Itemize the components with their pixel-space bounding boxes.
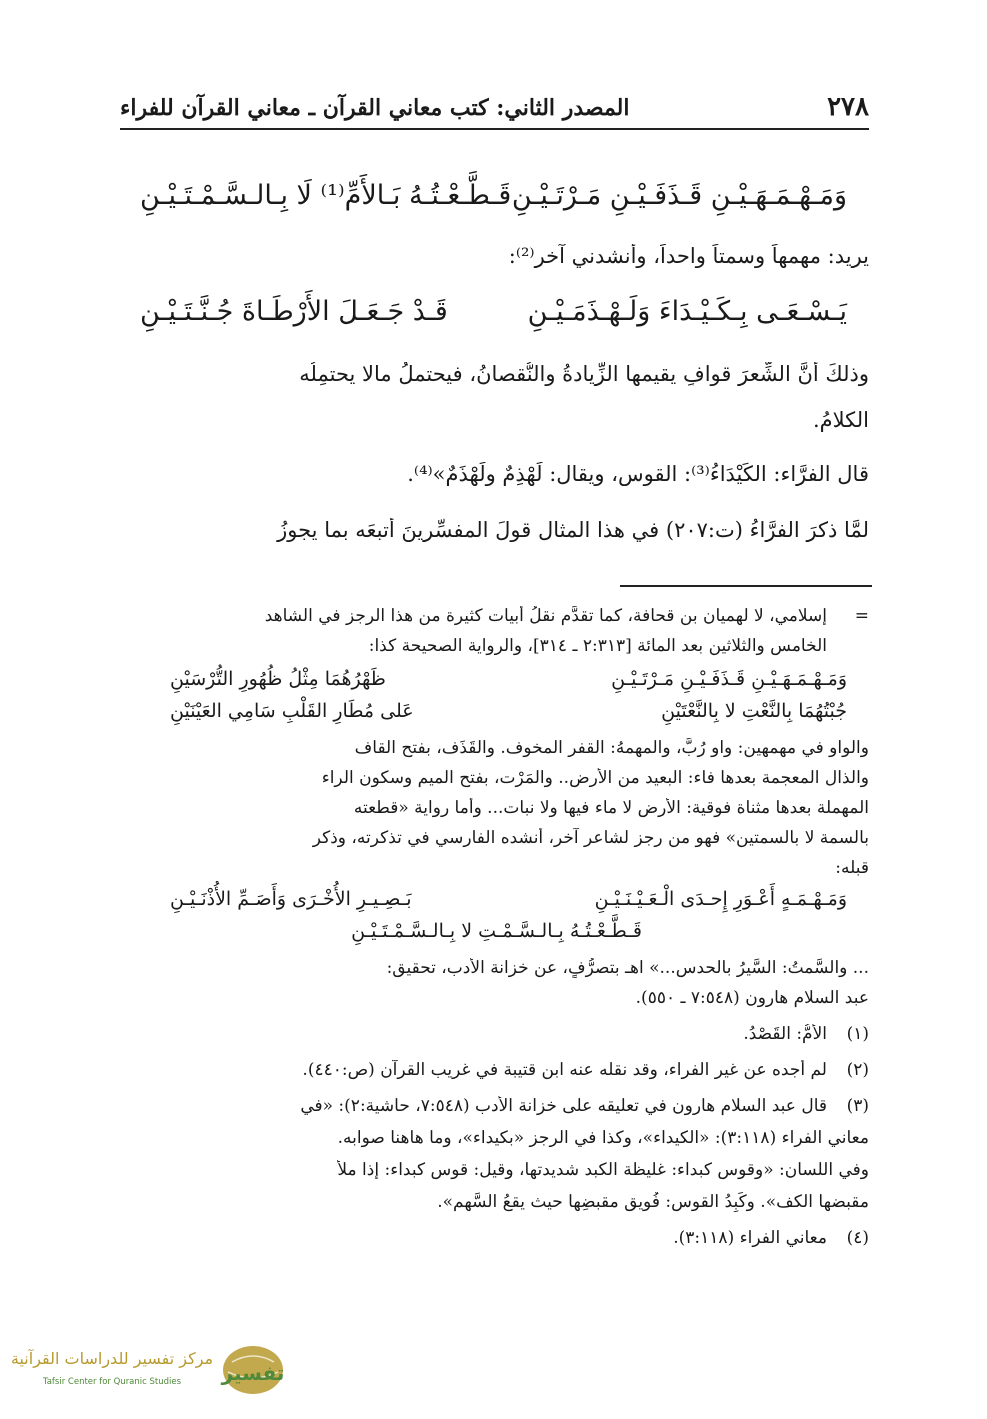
footnote-line: الخامس والثلاثين بعد المائة [٢:٣١٣ ـ ٣١٤]، والرواية الصحيحة كذا:: [368, 636, 827, 656]
footnote-line: قبله:: [835, 858, 869, 878]
footnote-separator: [620, 585, 872, 587]
footnote-text: وفي اللسان: «وقوس كبداء: غليظة الكبد شديدتها، وقيل: قوس كبداء: إذا ملأ: [337, 1160, 869, 1180]
page-number: ٢٧٨: [827, 92, 869, 122]
tafsir-center-logo: [0, 1340, 300, 1410]
footnote-line: المهملة بعدها مثناة فوقية: الأرض لا ماء فيها ولا نبات... وأما رواية «قطعته: [353, 798, 869, 818]
body-line: وذلكَ أنَّ الشِّعرَ قوافٍ يقيمها الزِّيادةُ والنُّقصانُ، فيحتملُ مالا يحتمِلُه: [299, 362, 869, 386]
footnote-number: (١): [846, 1024, 869, 1044]
page-header: [120, 92, 869, 130]
footnote-verse: [170, 700, 847, 730]
footnote-text: معاني الفراء (٣:١١٨).: [673, 1228, 827, 1248]
verse-hemistich-left: ظَهْرُهُمَا مِثْلُ ظُهُورِ التُّرْسَيْنِ: [170, 668, 386, 690]
verse-hemistich-right: يَـسْـعَـى بِـكَـيْـدَاءَ وَلَـهْـذَمَـيْـنِ: [527, 296, 847, 327]
verse-hemistich-left: بَـصِـيـرِ الأُخْـرَى وَأَصَـمِّ الأُذْنَـيْـنِ: [170, 888, 412, 910]
body-line: الكلامُ.: [812, 408, 869, 432]
footnote-verse: [170, 668, 847, 698]
footnote-number: (٤): [846, 1228, 869, 1248]
body-line: يريد: مهمهاً وسمتاً واحداً، وأنشدني آخر⁽²⁾:: [508, 244, 869, 268]
verse-hemistich-right: جُبْتُهُمَا بِالنَّعْتِ لا بِالنَّعْتَيْنِ: [661, 700, 847, 722]
logo-mark-text: تفسير: [221, 1361, 285, 1385]
footnote-text: الأَمُّ: القَصْدُ.: [743, 1024, 827, 1044]
verse-hemistich-left: قَـدْ جَـعَـلَ الأَرْطَـاةَ جُـنَّـتَـيْـنِ: [140, 296, 448, 327]
logo-arabic-name: مركز تفسير للدراسات القرآنية: [10, 1349, 214, 1368]
verse-hemistich-left: عَلى مُطَارِ القَلْبِ سَامِي العَيْنَيْنِ: [170, 700, 414, 722]
verse-hemistich-right: وَمَـهْـمَـهٍ أَعْـوَرِ إِحـدَى الْـعَـيْـنَـيْـنِ: [594, 888, 847, 910]
footnote-text: معاني الفراء (٣:١١٨): «الكيداء»، وكذا في الرجز «بكيداء»، وما هاهنا صوابه.: [337, 1128, 869, 1148]
footnote-line: والذال المعجمة بعدها فاء: البعيد من الأرض.. والمَرْت، بفتح الميم وسكون الراء: [321, 768, 869, 788]
footnote-verse-centered: قَـطَّـعْـتُـهُ بِـالـسَّـمْـتِ لا بِـالـسَّـمْـتَـيْـنِ: [351, 920, 642, 942]
footnote-number: (٣): [846, 1096, 869, 1116]
verse-hemistich-right: وَمَـهْـمَـهَـيْـنِ قَـذَفَـيْـنِ مَـرْتَـيْـنِ: [611, 668, 847, 690]
footnote-line: والواو في مهمهين: واو رُبَّ، والمهمهُ: القفر المخوف. والقَذَف، بفتح القاف: [354, 738, 869, 758]
verse-hemistich-right: وَمَـهْـمَـهَـيْـنِ قَـذَفَـيْـنِ مَـرْتَـيْـنِ: [511, 180, 847, 211]
footnote-line: بالسمة لا بالسمتين» فهو من رجز لشاعر آخر، أنشده الفارسي في تذكرته، وذكر: [312, 828, 869, 848]
footnote-text: مقبضها الكف». وكَبِدُ القوس: فُويق مقبضِها حيث يقعُ السَّهم».: [437, 1192, 869, 1212]
logo-english-name: Tafsir Center for Quranic Studies: [42, 1377, 182, 1387]
body-line: لمَّا ذكرَ الفرَّاءُ (ت:٢٠٧) في هذا المثالِ قولَ المفسِّرينَ أتبعَه بما يجوزُ: [277, 518, 869, 542]
running-title: المصدر الثاني: كتب معاني القرآن ـ معاني القرآن للفراء: [120, 95, 630, 121]
poetry-verse-2: [140, 296, 847, 338]
footnote-text: قال عبد السلام هارون في تعليقه على خزانة الأدب (٧:٥٤٨، حاشية:٢): «في: [300, 1096, 827, 1116]
footnote-line: إسلامي، لا لهميان بن قحافة، كما تقدَّم نقلُ أبيات كثيرة من هذا الرجز في الشاهد: [264, 606, 827, 626]
continuation-marker: =: [854, 606, 869, 626]
footnote-line: عبد السلام هارون (٧:٥٤٨ ـ ٥٥٠).: [635, 988, 869, 1008]
footnote-text: لم أجده عن غير الفراء، وقد نقله عنه ابن قتيبة في غريب القرآن (ص:٤٤٠).: [302, 1060, 827, 1080]
poetry-verse-1: [140, 180, 847, 222]
footnote-number: (٢): [846, 1060, 869, 1080]
verse-hemistich-left: قَـطَّـعْـتُـهُ بَـالأَمِّ⁽¹⁾ لَا بِـالـسَّـمْـتَـيْـنِ: [140, 180, 512, 211]
footnote-line: ... والسَّمتُ: السَّيرُ بالحدس...» اهـ بتصرُّفٍ، عن خزانة الأدب، تحقيق:: [386, 958, 869, 978]
footnote-verse: [170, 888, 847, 918]
body-line: قال الفرَّاء: الكَيْدَاءُ⁽³⁾: القوس، ويقال: لَهْذِمٌ ولَهْذَمٌ»⁽⁴⁾.: [407, 462, 869, 486]
